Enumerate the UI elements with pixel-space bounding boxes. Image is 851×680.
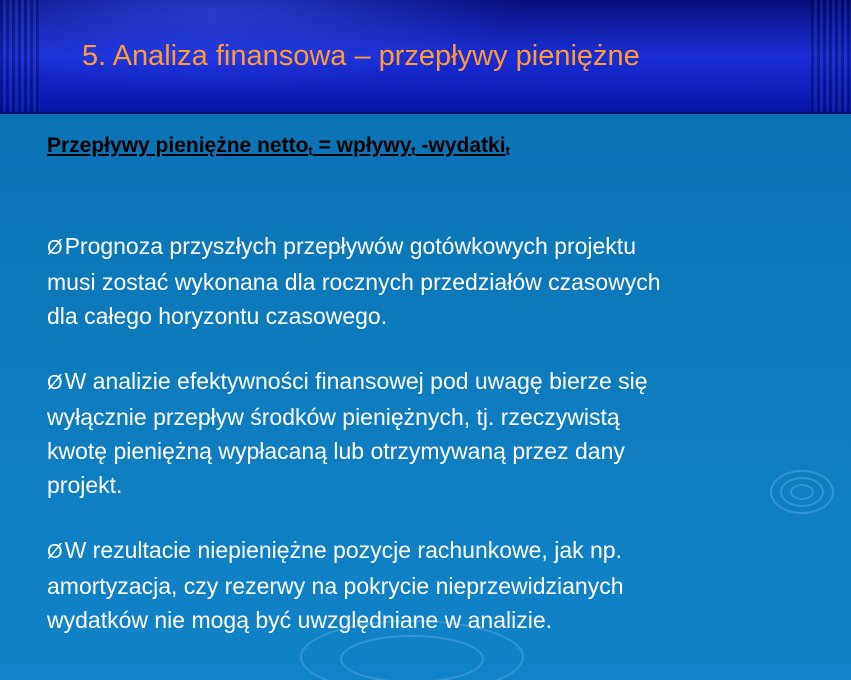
formula-subscript: t <box>505 143 510 158</box>
bullet-line: wyłącznie przepływ środków pieniężnych, tj. rzeczywistą <box>47 404 620 430</box>
bullet-line: Prognoza przyszłych przepływów gotówkowych projektu <box>64 233 636 259</box>
title-bar <box>0 0 851 114</box>
formula-part: Przepływy pieniężne netto <box>47 134 309 157</box>
cash-flow-formula <box>47 130 817 167</box>
formula-part: = wpływy <box>312 134 412 157</box>
arrow-bullet-icon: Ø <box>47 372 63 394</box>
ripple-ring <box>340 635 484 680</box>
bullet-line: kwotę pieniężną wypłacaną lub otrzymywaną przez dany <box>47 438 625 464</box>
slide-title: 5. Analiza finansowa – przepływy pieniężne <box>82 40 640 72</box>
formula-subscript: t <box>308 143 313 158</box>
bullet-line: wydatków nie mogą być uwzględniane w analizie. <box>47 607 553 633</box>
bullet-line: musi zostać wykonana dla rocznych przedziałów czasowych <box>47 269 661 295</box>
bullet-line: W rezultacie niepieniężne pozycje rachunkowe, jak np. <box>64 537 622 563</box>
formula-subscript: t <box>411 143 416 158</box>
bullet-line: W analizie efektywności finansowej pod uwagę bierze się <box>64 368 648 394</box>
bullet-item <box>47 229 817 333</box>
bullet-text <box>47 229 817 333</box>
bullet-text <box>47 533 817 637</box>
bullet-line: projekt. <box>47 472 123 498</box>
bullet-item <box>47 364 817 502</box>
bullet-line: amortyzacja, czy rezerwy na pokrycie nieprzewidzianych <box>47 573 624 599</box>
formula-part: -wydatki <box>415 134 506 157</box>
arrow-bullet-icon: Ø <box>47 541 63 563</box>
arrow-bullet-icon: Ø <box>47 237 63 259</box>
slide-content <box>47 130 817 633</box>
bullet-line: dla całego horyzontu czasowego. <box>47 303 388 329</box>
bullet-item <box>47 533 817 637</box>
bullet-text <box>47 364 817 502</box>
